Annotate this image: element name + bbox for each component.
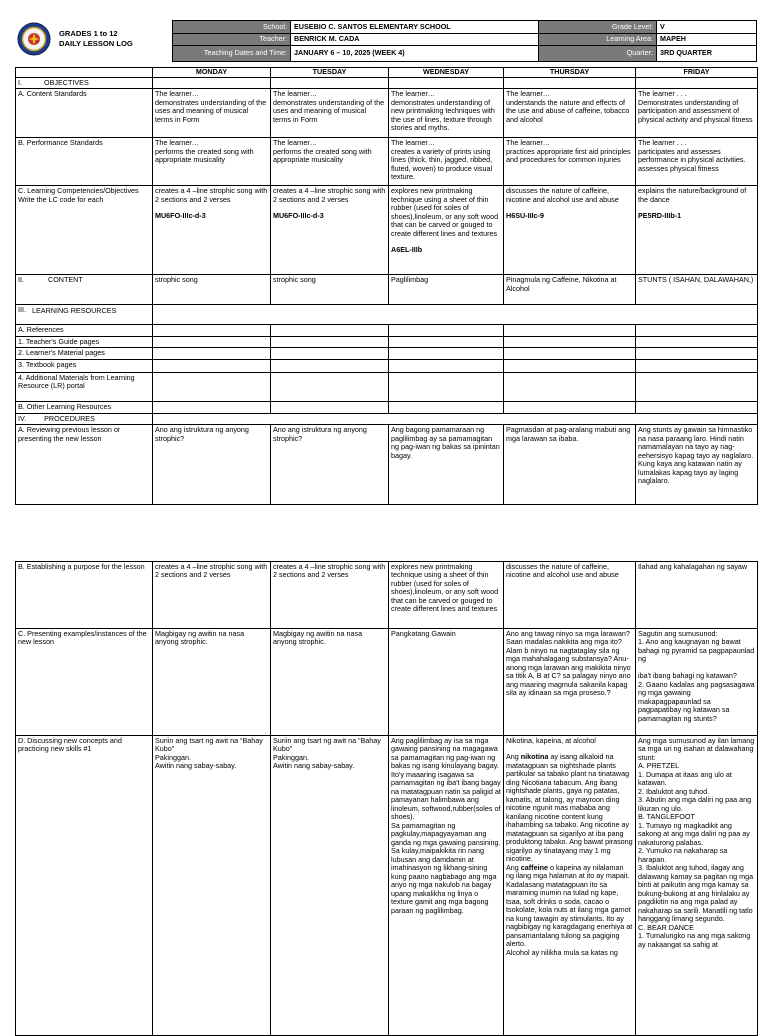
- content-standards-monday: The learner… demonstrates understanding of the uses and meaning of musical terms in Form: [153, 89, 271, 138]
- learners-material-label: 2. Learner's Material pages: [16, 348, 153, 359]
- reviewing-friday: Ang stunts ay gawain sa himnastiko na nasa paraang laro. Hindi natin namamalayan na tayo ay nag-eehersisyo kapag tayo ay naglalaro. Kung kaya ang katawan natin ay lumalakas kapag tayo ay laging naglalaro.: [636, 425, 758, 505]
- lesson-log-table-page-1: [15, 67, 758, 505]
- presenting-thursday: Ano ang tawag ninyo sa mga larawan? Saan madalas nakikita ang mga ito? Alam b ninyo na nagtataglay sila ng mga mahahalagang substansya? Anu-anong mga larawan ang makikita ninyo sa titik A, B at C? sa palagay ninyo ano ang maaring magmula sakanila kapag sila ay idinaan sa mga proseso.?: [504, 629, 636, 736]
- school-value: EUSEBIO C. SANTOS ELEMENTARY SCHOOL: [291, 21, 539, 34]
- day-header-monday: MONDAY: [153, 68, 271, 78]
- discussing-friday: Ang mga sumusunod ay ilan lamang sa mga uri ng isahan at dalawahang stunt: A. PRETZEL 1. Dumapa at itaas ang ulo at katawan. 2. Ibaluktot ang tuhod. 3. Abutin ang mga daliri ng paa ang likuran ng ulo. B. TANGLEFOOT 1. Tumayo ng magkadikit ang sakong at ang mga daliri ng paa ay nakaturong palabas. 2. Yumuko na nakaharap sa harapan. 3. Ibaluktot ang tuhod, ilagay ang dalawang kamay sa pagitan ng mga binti at paikutin ang mga kamay sa bukung-bukong at ang hinlalaku ay pagdikitin na ang mga palad ay nakaharap sa sarili. Manatili ng tatlo hanggang limang segundo. C. BEAR DANCE 1. Tumalungko na ang mga sakong ay nakaangat sa sahig at: [636, 736, 758, 1036]
- performance-standards-label: B. Performance Standards: [16, 138, 153, 186]
- learning-resources-label: LEARNING RESOURCES: [32, 305, 117, 315]
- performance-standards-row: [16, 138, 758, 186]
- discussing-tuesday: Suriin ang tsart ng awit na “Bahay Kubo” Pakinggan. Awitin nang sabay-sabay.: [271, 736, 389, 1036]
- lc-code: H6SU-IIIc-9: [506, 211, 544, 221]
- day-header-thursday: THURSDAY: [504, 68, 636, 78]
- objectives-label: OBJECTIVES: [44, 78, 89, 87]
- performance-standards-monday: The learner… performs the created song with appropriate musicality: [153, 138, 271, 186]
- purpose-tuesday: creates a 4 –line strophic song with 2 sections and 2 verses: [271, 562, 389, 629]
- content-row: [16, 275, 758, 305]
- quarter-label: Quarter:: [539, 46, 657, 62]
- reviewing-tuesday: Ano ang istruktura ng anyong strophic?: [271, 425, 389, 505]
- content-friday: STUNTS ( ISAHAN, DALAWAHAN,): [636, 275, 758, 305]
- competencies-friday: [636, 186, 758, 275]
- reviewing-wednesday: Ang bagong pamamaraan ng paglilimbag ay sa pamamagitan ng pag-iwan ng bakas sa ipinintan bagay.: [389, 425, 504, 505]
- learning-area-value: MAPEH: [657, 33, 757, 46]
- content-standards-thursday: The learner… understands the nature and effects of the use and abuse of caffeine, tobacco and alcohol: [504, 89, 636, 138]
- competencies-monday: [153, 186, 271, 275]
- procedures-heading: [16, 413, 153, 424]
- presenting-row: [16, 629, 758, 736]
- content-number: II.: [18, 275, 24, 285]
- content-standards-row: [16, 89, 758, 138]
- deped-seal-logo: [17, 22, 51, 56]
- content-standards-wednesday: The learner… demonstrates understanding of new printmaking techniques with the use of lines, texture through stories and myths.: [389, 89, 504, 138]
- purpose-wednesday: explores new printmaking technique using a sheet of thin rubber (used for soles of shoes),linoleum, or any soft wood that can be carved or gouged to create different lines and textures: [389, 562, 504, 629]
- performance-standards-wednesday: The learner… creates a variety of prints using lines (thick, thin, jagged, ribbed, fluted, woven) to produce visual texture.: [389, 138, 504, 186]
- presenting-friday: Sagutin ang sumusunod: 1. Ano ang kaugnayan ng bawat bahagi ng pyramid sa pagpapaunlad ng iba't ibang bahagi ng katawan? 2. Gaano kadalas ang pagsasagawa ng mga gawaing makapagpapaunlad sa pagpapatibay ng katawan sa pamamagitan ng stunts?: [636, 629, 758, 736]
- grade-level-label: Grade Level:: [539, 21, 657, 34]
- nicotine-term: nikotina: [520, 752, 549, 762]
- reviewing-monday: Ano ang istruktura ng anyong strophic?: [153, 425, 271, 505]
- teachers-guide-row: [16, 336, 758, 347]
- purpose-thursday: discusses the nature of caffeine, nicotine and alcohol use and abuse: [504, 562, 636, 629]
- competency-text: discusses the nature of caffeine, nicotine and alcohol use and abuse: [506, 186, 619, 204]
- competency-text: creates a 4 –line strophic song with 2 sections and 2 verses: [273, 186, 386, 204]
- performance-standards-friday: The learner . . . participates and assesses performance in physical activities. assesses physical fitness: [636, 138, 758, 186]
- content-standards-label: A. Content Standards: [16, 89, 153, 138]
- competency-text: creates a 4 –line strophic song with 2 sections and 2 verses: [155, 186, 268, 204]
- competencies-tuesday: [271, 186, 389, 275]
- purpose-label: B. Establishing a purpose for the lesson: [16, 562, 153, 629]
- school-label: School:: [173, 21, 291, 34]
- presenting-tuesday: Magbigay ng awitin na nasa anyong strophic.: [271, 629, 389, 736]
- content-monday: strophic song: [153, 275, 271, 305]
- lc-code: PE5RD-IIIb-1: [638, 211, 682, 221]
- other-resources-row: [16, 401, 758, 413]
- additional-materials-row: [16, 372, 758, 401]
- procedures-section-row: [16, 413, 758, 424]
- caffeine-paragraph: Ang caffeine o kapeina ay nilalaman ng ilang mga halaman at ito ay mapait. Kadalasang matatagpuan ito sa maraming inumin na tulad ng kape, tsaa, soft drinks o soda, cacao o tsokolate, kola nuts at ilang mga gamot na kung tawagin ay stimulants. Ito ay nagbibigay ng karagdagang enerhiya at pansamantalang tulong sa pagiging alerto.: [506, 862, 633, 949]
- competency-text: explores new printmaking technique using a sheet of thin rubber (used for soles of shoes),linoleum, or any soft wood that can be carved or gouged to create different lines and textures: [391, 186, 499, 238]
- presenting-monday: Magbigay ng awitin na nasa anyong strophic.: [153, 629, 271, 736]
- presenting-wednesday: Pangkatang Gawain: [389, 629, 504, 736]
- discussing-thursday-topic: Nikotina, kapeina, at alcohol: [506, 736, 596, 745]
- learning-resources-number: III.: [18, 305, 26, 315]
- learning-resources-row: [16, 305, 758, 325]
- learning-resources-heading: [16, 305, 153, 325]
- reviewing-label: A. Reviewing previous lesson or presenting the new lesson: [16, 425, 153, 505]
- content-standards-friday: The learner . . . Demonstrates understanding of participation and assessment of physical activity and physical fitness: [636, 89, 758, 138]
- performance-standards-thursday: The learner… practices appropriate first aid principles and procedures for common injuries: [504, 138, 636, 186]
- learners-material-row: [16, 348, 758, 359]
- textbook-label: 3. Textbook pages: [16, 359, 153, 372]
- competencies-row: [16, 186, 758, 275]
- textbook-row: [16, 359, 758, 372]
- performance-standards-tuesday: The learner… performs the created song with appropriate musicality: [271, 138, 389, 186]
- quarter-value: 3RD QUARTER: [657, 46, 757, 62]
- lc-code: MU6FO-IIIc-d-3: [273, 211, 324, 221]
- day-header-row: [16, 68, 758, 78]
- title-line-2: DAILY LESSON LOG: [59, 39, 133, 49]
- teacher-value: BENRICK M. CADA: [291, 33, 539, 46]
- additional-materials-label: 4. Additional Materials from Learning Resource (LR) portal: [16, 372, 153, 401]
- nicotine-paragraph: Ang nikotina ay isang alkaloid na matatagpuan sa nightshade plants partikular sa tabako plant na tinatawag ding Nicotiana tabacum. Ang ibang nightshade plants, gaya ng patatas, kamatis, at talong, ay mayroon ding nicotine ngunit mas mababa ang kanilang nicotine content kung ihahambing sa tabako. Ang nicotine ay matatagpuan sa sigarilyo at iba pang produktong tabako. Ang bawat pirasong sigarilyo ay tinatayang may 1 mg nicotine.: [506, 752, 633, 864]
- teachers-guide-label: 1. Teacher's Guide pages: [16, 336, 153, 347]
- form-title: [59, 29, 133, 50]
- discussing-label: D. Discussing new concepts and practicing new skills #1: [16, 736, 153, 1036]
- procedures-number: IV.: [18, 413, 27, 423]
- objectives-number: I.: [18, 78, 22, 87]
- grade-level-value: V: [657, 21, 757, 34]
- content-label: CONTENT: [48, 275, 83, 285]
- references-label: A. References: [16, 325, 153, 336]
- content-standards-tuesday: The learner… demonstrates understanding of the uses and meaning of musical terms in Form: [271, 89, 389, 138]
- references-row: [16, 325, 758, 336]
- lc-code: MU6FO-IIIc-d-3: [155, 211, 206, 221]
- content-tuesday: strophic song: [271, 275, 389, 305]
- competency-text: explains the nature/background of the dance: [638, 186, 747, 204]
- presenting-label: C. Presenting examples/instances of the new lesson: [16, 629, 153, 736]
- content-thursday: Pinagmula ng Caffeine, Nikotina at Alcohol: [504, 275, 636, 305]
- caffeine-term: caffeine: [520, 862, 548, 872]
- document-header: [15, 20, 757, 60]
- procedures-label: PROCEDURES: [44, 413, 95, 423]
- competencies-thursday: [504, 186, 636, 275]
- procedures-merged-cell: [153, 413, 758, 424]
- day-header-wednesday: WEDNESDAY: [389, 68, 504, 78]
- objectives-section-row: [16, 78, 758, 89]
- purpose-friday: Ilahad ang kahalagahan ng sayaw: [636, 562, 758, 629]
- day-header-tuesday: TUESDAY: [271, 68, 389, 78]
- header-info-table: [172, 20, 757, 62]
- lesson-log-table-page-2: [15, 561, 758, 1036]
- content-heading: [16, 275, 153, 305]
- alcohol-paragraph: Alcohol ay nilikha mula sa katas ng: [506, 947, 618, 957]
- reviewing-thursday: Pagmasdan at pag-aralang mabuti ang mga larawan sa ibaba.: [504, 425, 636, 505]
- day-header-friday: FRIDAY: [636, 68, 758, 78]
- competencies-label: C. Learning Competencies/Objectives Write the LC code for each: [16, 186, 153, 275]
- title-line-1: GRADES 1 to 12: [59, 29, 118, 38]
- competencies-wednesday: [389, 186, 504, 275]
- teaching-dates-value: JANUARY 6 – 10, 2025 (WEEK 4): [291, 46, 539, 62]
- discussing-wednesday: Ang paglilimbag ay isa sa mga gawaing pansining na magagawa sa pamamagitan ng pag-iwan ng bakas ng isang kinulayang bagay. Ito'y maaaring isagawa sa pamamagitan ng iba't ibang bagay na matatagpuan natin sa paligid at pamayanan halimbawa ang linoleum, softwood,rubber(soles of shoes). Sa pamamagitan ng pagkulay,mapagyayaman ang ganda ng mga gawaing pansining. Sa kulay,maipakikita rin nang lubusan ang damdamin at imahinasyon ng likhang-sining kung paano nagbabago ang mga anyo ng mga nakulob na bagay upang makalikha ng linya o texture gamit ang mga bagong paraan ng paglilimbag.: [389, 736, 504, 1036]
- learning-area-label: Learning Area:: [539, 33, 657, 46]
- other-resources-label: B. Other Learning Resources: [16, 401, 153, 413]
- teacher-label: Teacher:: [173, 33, 291, 46]
- objectives-heading: [16, 78, 153, 89]
- corner-cell: [16, 68, 153, 78]
- discussing-monday: Suriin ang tsart ng awit na “Bahay Kubo” Pakinggan. Awitin nang sabay-sabay.: [153, 736, 271, 1036]
- lc-code: A6EL-IIIb: [391, 245, 423, 255]
- purpose-monday: creates a 4 –line strophic song with 2 sections and 2 verses: [153, 562, 271, 629]
- reviewing-row: [16, 425, 758, 505]
- teaching-dates-label: Teaching Dates and Time:: [173, 46, 291, 62]
- learning-resources-merged-cell: [153, 305, 758, 325]
- discussing-thursday: [504, 736, 636, 1036]
- purpose-row: [16, 562, 758, 629]
- content-wednesday: Paglilimbag: [389, 275, 504, 305]
- discussing-row: [16, 736, 758, 1036]
